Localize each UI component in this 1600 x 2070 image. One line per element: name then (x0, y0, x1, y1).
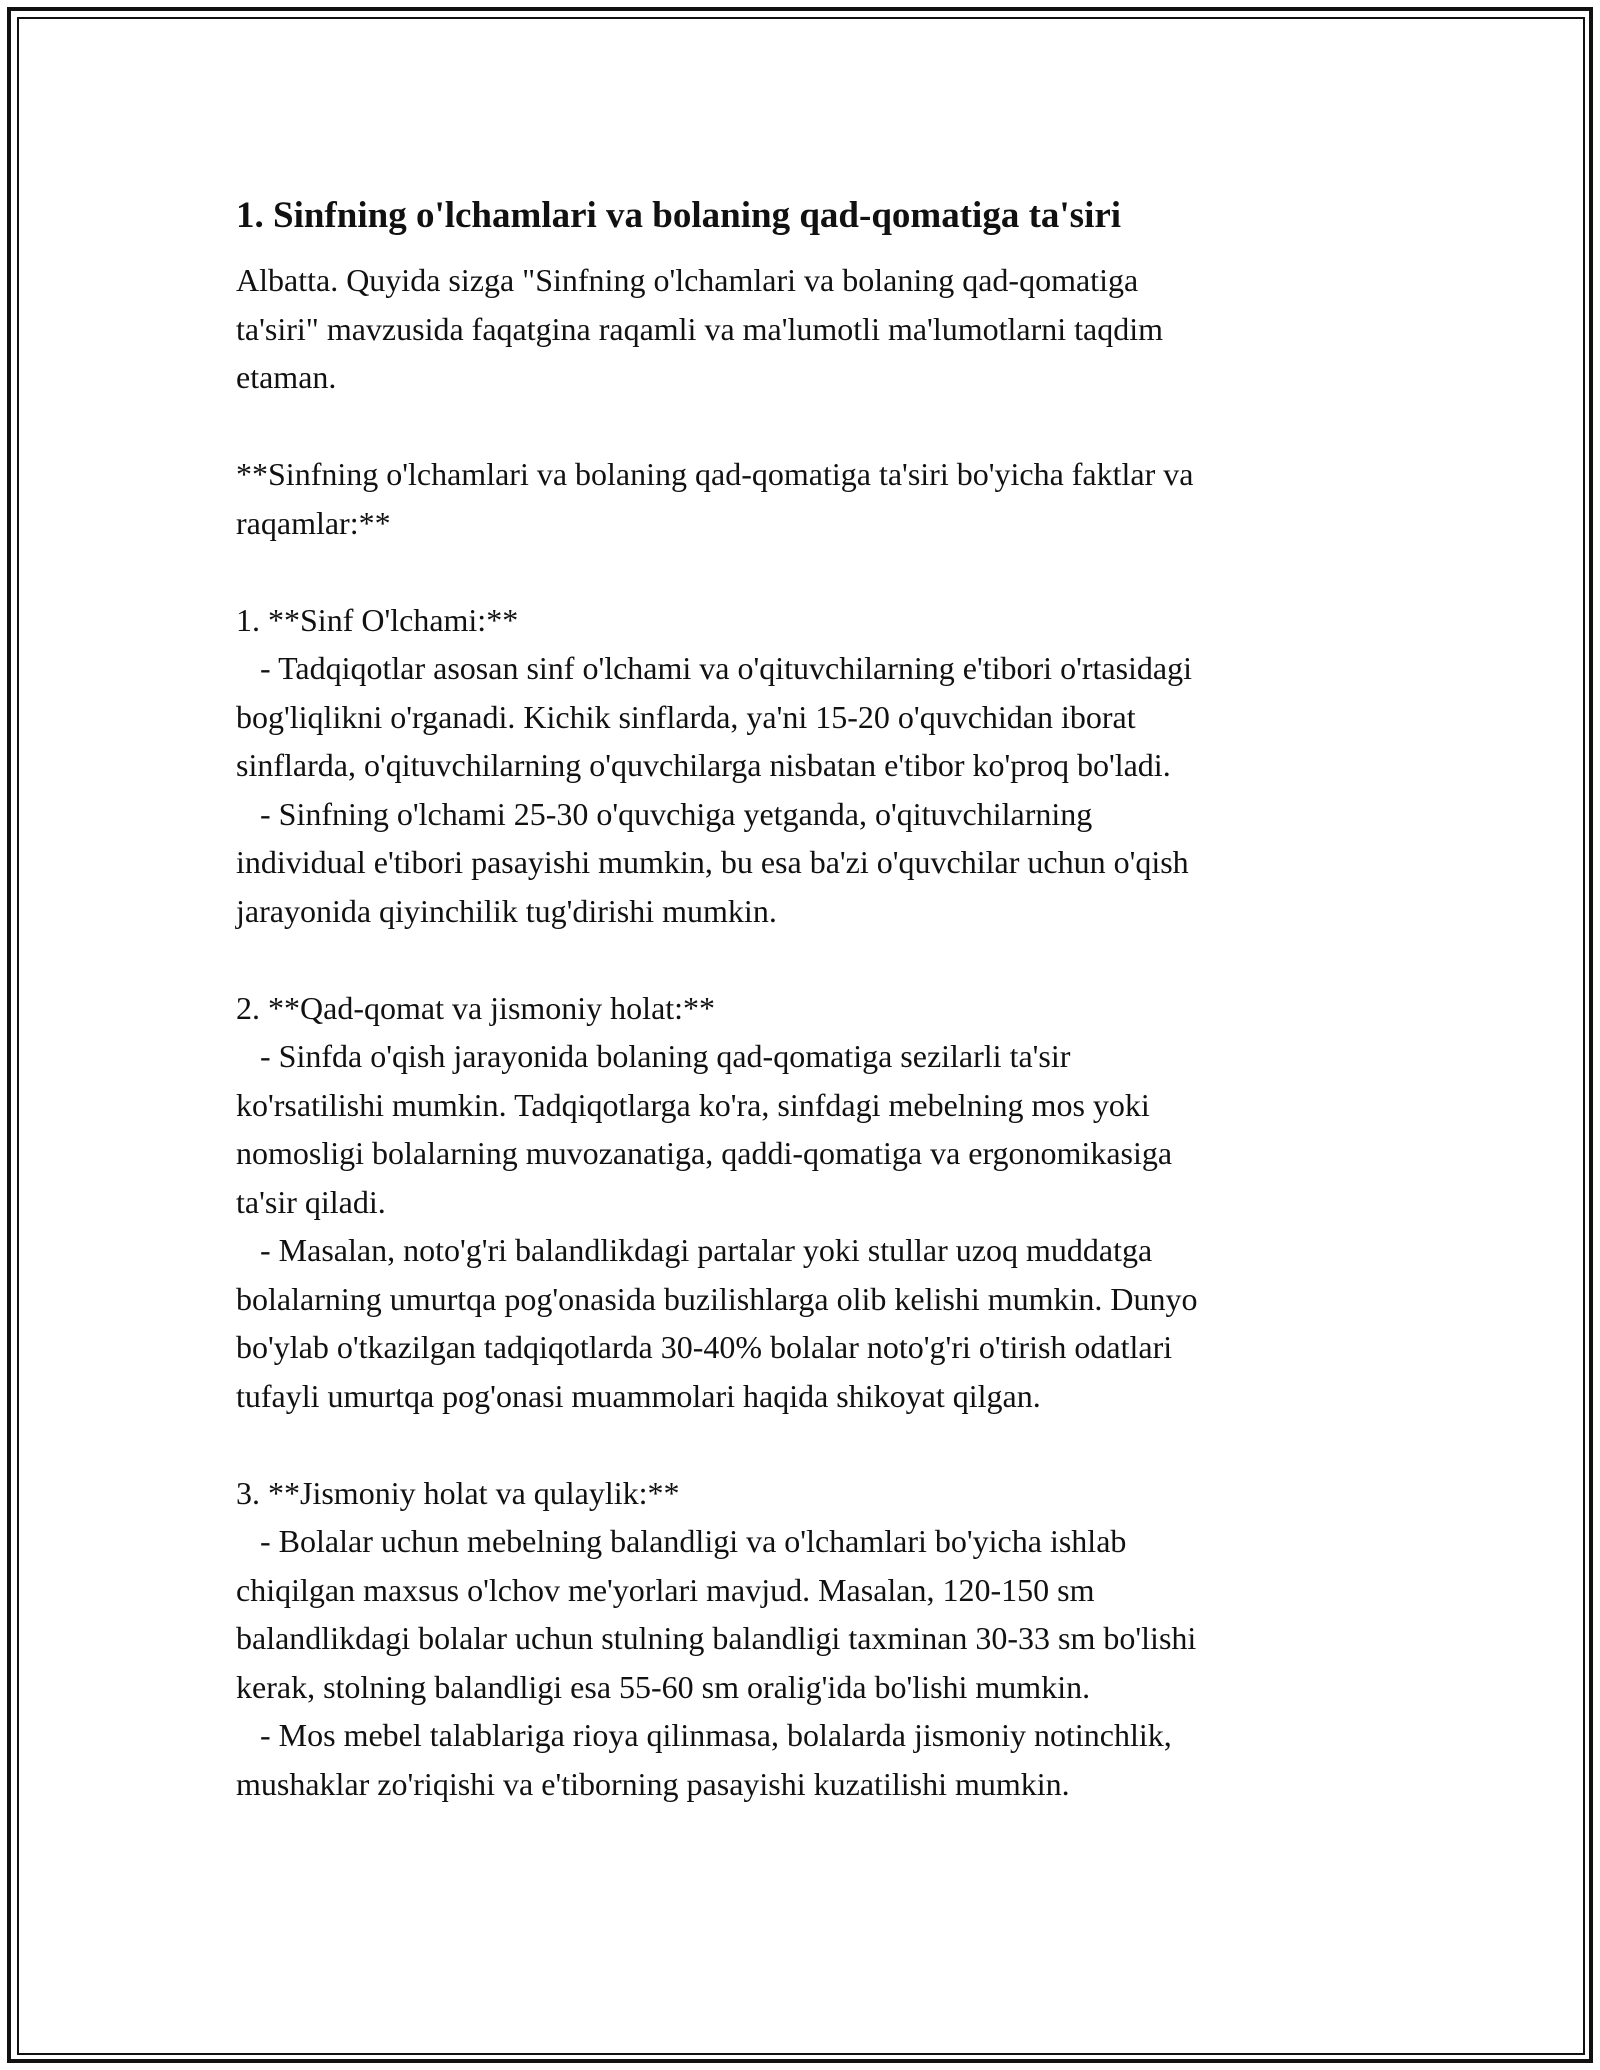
paragraph-gap (236, 547, 1366, 596)
section-line: sinflarda, o'qituvchilarning o'quvchilarga nisbatan e'tibor ko'proq bo'ladi. (236, 747, 1171, 783)
facts-heading-line: **Sinfning o'lchamlari va bolaning qad-qomatiga ta'siri bo'yicha faktlar va (236, 456, 1194, 492)
facts-heading (236, 450, 1366, 547)
section-line: - Sinfda o'qish jarayonida bolaning qad-qomatiga sezilarli ta'sir (236, 1038, 1071, 1074)
section-heading: 2. **Qad-qomat va jismoniy holat:** (236, 989, 716, 1026)
section-line: ko'rsatilishi mumkin. Tadqiqotlarga ko'ra, sinfdagi mebelning mos yoki (236, 1086, 1150, 1123)
intro-line: Albatta. Quyida sizga "Sinfning o'lchamlari va bolaning qad-qomatiga (236, 262, 1139, 298)
facts-heading-line: raqamlar:** (236, 504, 391, 541)
intro-paragraph (236, 256, 1366, 402)
section-line: - Masalan, noto'g'ri balandlikdagi partalar yoki stullar uzoq muddatga (236, 1232, 1153, 1268)
section-line: - Tadqiqotlar asosan sinf o'lchami va o'qituvchilarning e'tibori o'rtasidagi (236, 650, 1193, 686)
section-line: balandlikdagi bolalar uchun stulning balandligi taxminan 30-33 sm bo'lishi (236, 1620, 1197, 1656)
section-2 (236, 984, 1366, 1421)
section-line: - Bolalar uchun mebelning balandligi va o'lchamlari bo'yicha ishlab (236, 1523, 1127, 1559)
section-line: individual e'tibori pasayishi mumkin, bu esa ba'zi o'quvchilar uchun o'qish (236, 844, 1189, 880)
section-line: - Sinfning o'lchami 25-30 o'quvchiga yetganda, o'qituvchilarning (236, 795, 1093, 832)
section-3 (236, 1469, 1366, 1809)
section-line: nomosligi bolalarning muvozanatiga, qaddi-qomatiga va ergonomikasiga (236, 1135, 1173, 1171)
section-heading: 1. **Sinf O'lchami:** (236, 601, 519, 638)
paragraph-gap (236, 935, 1366, 984)
section-line: tufayli umurtqa pog'onasi muammolari haqida shikoyat qilgan. (236, 1377, 1041, 1414)
section-line: kerak, stolning balandligi esa 55-60 sm oralig'ida bo'lishi mumkin. (236, 1668, 1091, 1705)
section-1 (236, 596, 1366, 936)
document-body (236, 186, 1366, 1808)
paragraph-gap (236, 1420, 1366, 1469)
section-line: mushaklar zo'riqishi va e'tiborning pasayishi kuzatilishi mumkin. (236, 1765, 1070, 1802)
paragraph-gap (236, 402, 1366, 451)
section-line: bolalarning umurtqa pog'onasida buzilishlarga olib kelishi mumkin. Dunyo (236, 1280, 1198, 1317)
section-line: jarayonida qiyinchilik tug'dirishi mumkin. (236, 892, 777, 929)
intro-line: etaman. (236, 359, 337, 395)
document-title: 1. Sinfning o'lchamlari va bolaning qad-qomatiga ta'siri (236, 195, 1122, 236)
section-line: bog'liqlikni o'rganadi. Kichik sinflarda, ya'ni 15-20 o'quvchidan iborat (236, 698, 1136, 735)
section-line: - Mos mebel talablariga rioya qilinmasa, bolalarda jismoniy notinchlik, (236, 1717, 1172, 1753)
section-line: chiqilgan maxsus o'lchov me'yorlari mavjud. Masalan, 120-150 sm (236, 1571, 1095, 1608)
section-line: bo'ylab o'tkazilgan tadqiqotlarda 30-40% bolalar noto'g'ri o'tirish odatlari (236, 1329, 1173, 1365)
section-line: ta'sir qiladi. (236, 1183, 386, 1220)
section-heading: 3. **Jismoniy holat va qulaylik:** (236, 1474, 680, 1511)
intro-line: ta'siri" mavzusida faqatgina raqamli va ma'lumotli ma'lumotlarni taqdim (236, 310, 1163, 347)
